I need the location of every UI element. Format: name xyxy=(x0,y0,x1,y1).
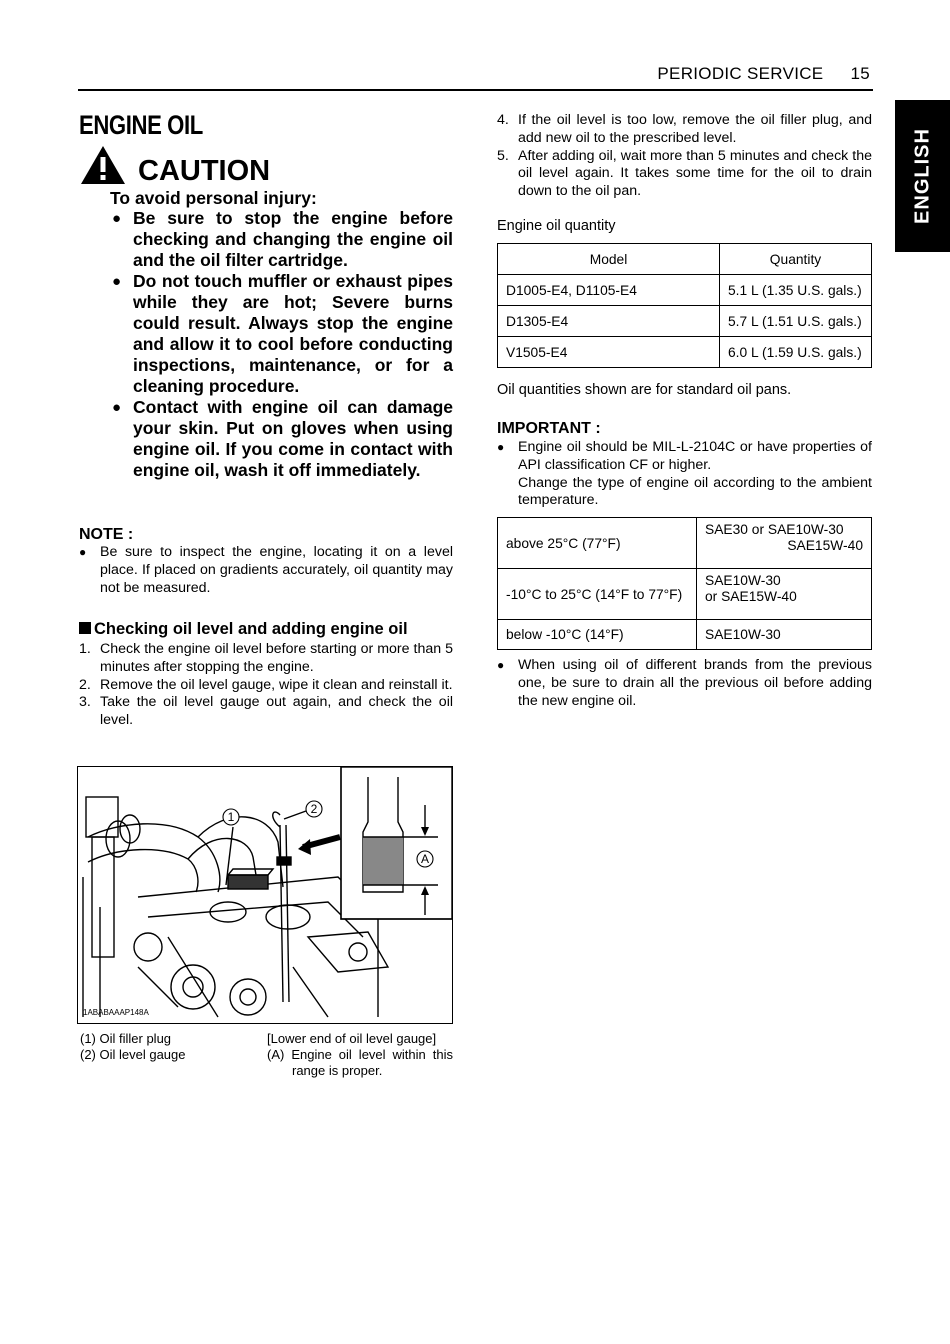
table-cell: D1305-E4 xyxy=(498,306,720,337)
table-cell: 6.0 L (1.59 U.S. gals.) xyxy=(720,337,872,368)
caution-intro: To avoid personal injury: xyxy=(110,188,317,208)
oil-quantity-note: Oil quantities shown are for standard oil pans. xyxy=(497,382,792,398)
subsection-title: Checking oil level and adding engine oil xyxy=(79,620,408,639)
page-number: 15 xyxy=(850,64,870,83)
oil-quantity-table xyxy=(497,243,872,368)
caution-heading: CAUTION xyxy=(138,155,271,187)
caption-item: (2) Oil level gauge xyxy=(80,1047,186,1062)
step-item: 5. After adding oil, wait more than 5 minutes and check the oil level again. It takes some time for the oil to drain down to the oil pan. xyxy=(497,147,872,200)
caption-item: (1) Oil filler plug xyxy=(80,1031,172,1046)
important-title: IMPORTANT : xyxy=(497,420,601,437)
table-row xyxy=(498,620,872,650)
table-cell: SAE30 or SAE10W-30 SAE15W-40 xyxy=(697,518,872,569)
step-item: 4. If the oil level is too low, remove the oil filler plug, and add new oil to the prescribed level. xyxy=(497,112,872,146)
engine-drawing xyxy=(78,767,452,1023)
section-title: ENGINE OIL xyxy=(79,110,203,140)
header-cell-quantity: Quantity xyxy=(720,244,872,275)
header-rule xyxy=(78,89,873,91)
caution-list xyxy=(110,208,453,481)
warning-triangle-icon xyxy=(79,144,127,186)
bullet-icon: ● xyxy=(112,273,122,290)
table-header-row xyxy=(498,244,872,275)
caption-title: [Lower end of oil level gauge] xyxy=(267,1031,437,1046)
bullet-icon: ● xyxy=(112,399,122,416)
table-cell: 5.1 L (1.35 U.S. gals.) xyxy=(720,275,872,306)
note-item: ● Be sure to inspect the engine, locating it on a level place. If placed on gradients accurately, oil quantity may not be measured. xyxy=(79,544,453,596)
table-cell: SAE10W-30 xyxy=(697,620,872,650)
engine-illustration xyxy=(77,766,453,1024)
table-row xyxy=(498,518,872,569)
square-bullet-icon xyxy=(79,622,91,634)
table-cell: V1505-E4 xyxy=(498,337,720,368)
important-item: ● Engine oil should be MIL-L-2104C or have properties of API classification CF or higher. Change the type of engine oil according to the ambient temperature. xyxy=(497,439,872,509)
callout-2: 2 xyxy=(310,802,318,816)
oil-grade-table xyxy=(497,517,872,650)
bullet-icon: ● xyxy=(497,440,505,454)
caution-item: ● Do not touch muffler or exhaust pipes while they are hot; Severe burns could result. Always stop the engine and allow it to cool before conducting inspections, maintenance, or for a cleaning procedure. xyxy=(112,271,453,396)
table-row xyxy=(498,275,872,306)
step-item: 2. Remove the oil level gauge, wipe it clean and reinstall it. xyxy=(79,676,453,693)
table-cell: SAE10W-30 or SAE15W-40 xyxy=(697,569,872,620)
table-cell: 5.7 L (1.51 U.S. gals.) xyxy=(720,306,872,337)
page-header xyxy=(657,64,870,84)
important-list xyxy=(497,439,872,510)
callout-a: A xyxy=(420,852,430,866)
table-cell: below -10°C (14°F) xyxy=(498,620,697,650)
table-row xyxy=(498,306,872,337)
bullet-icon: ● xyxy=(497,658,505,672)
table-cell: -10°C to 25°C (14°F to 77°F) xyxy=(498,569,697,620)
brand-note-list xyxy=(497,657,872,710)
header-title: PERIODIC SERVICE xyxy=(657,64,824,83)
bullet-icon: ● xyxy=(112,210,122,227)
figure-caption-left xyxy=(80,1031,186,1063)
table-row xyxy=(498,569,872,620)
language-tab xyxy=(895,100,950,252)
caution-item: ● Be sure to stop the engine before checking and changing the engine oil and the oil filter cartridge. xyxy=(112,208,453,270)
steps-list-left xyxy=(79,641,453,730)
language-tab-label: ENGLISH xyxy=(911,128,933,224)
step-item: 3. Take the oil level gauge out again, and check the oil level. xyxy=(79,694,453,729)
brand-note: ● When using oil of different brands from the previous one, be sure to drain all the previous oil before adding the new engine oil. xyxy=(497,657,872,709)
step-item: 1. Check the engine oil level before starting or more than 5 minutes after stopping the engine. xyxy=(79,641,453,675)
note-list xyxy=(79,544,453,597)
figure-code: 1ABABAAAP148A xyxy=(83,1008,149,1017)
table-cell: above 25°C (77°F) xyxy=(498,518,697,569)
figure-caption-right xyxy=(267,1031,453,1079)
note-title: NOTE : xyxy=(79,526,134,543)
table-row xyxy=(498,337,872,368)
steps-list-right xyxy=(497,112,872,201)
caution-item: ● Contact with engine oil can damage your skin. Put on gloves when using engine oil. If you come in contact with engine oil, wash it off immediately. xyxy=(112,397,453,480)
table-cell: D1005-E4, D1105-E4 xyxy=(498,275,720,306)
caption-item: (A) Engine oil level within this range is proper. xyxy=(267,1047,453,1078)
bullet-icon: ● xyxy=(79,545,87,559)
callout-1: 1 xyxy=(227,810,235,824)
oil-quantity-label: Engine oil quantity xyxy=(497,218,616,234)
header-cell-model: Model xyxy=(498,244,720,275)
